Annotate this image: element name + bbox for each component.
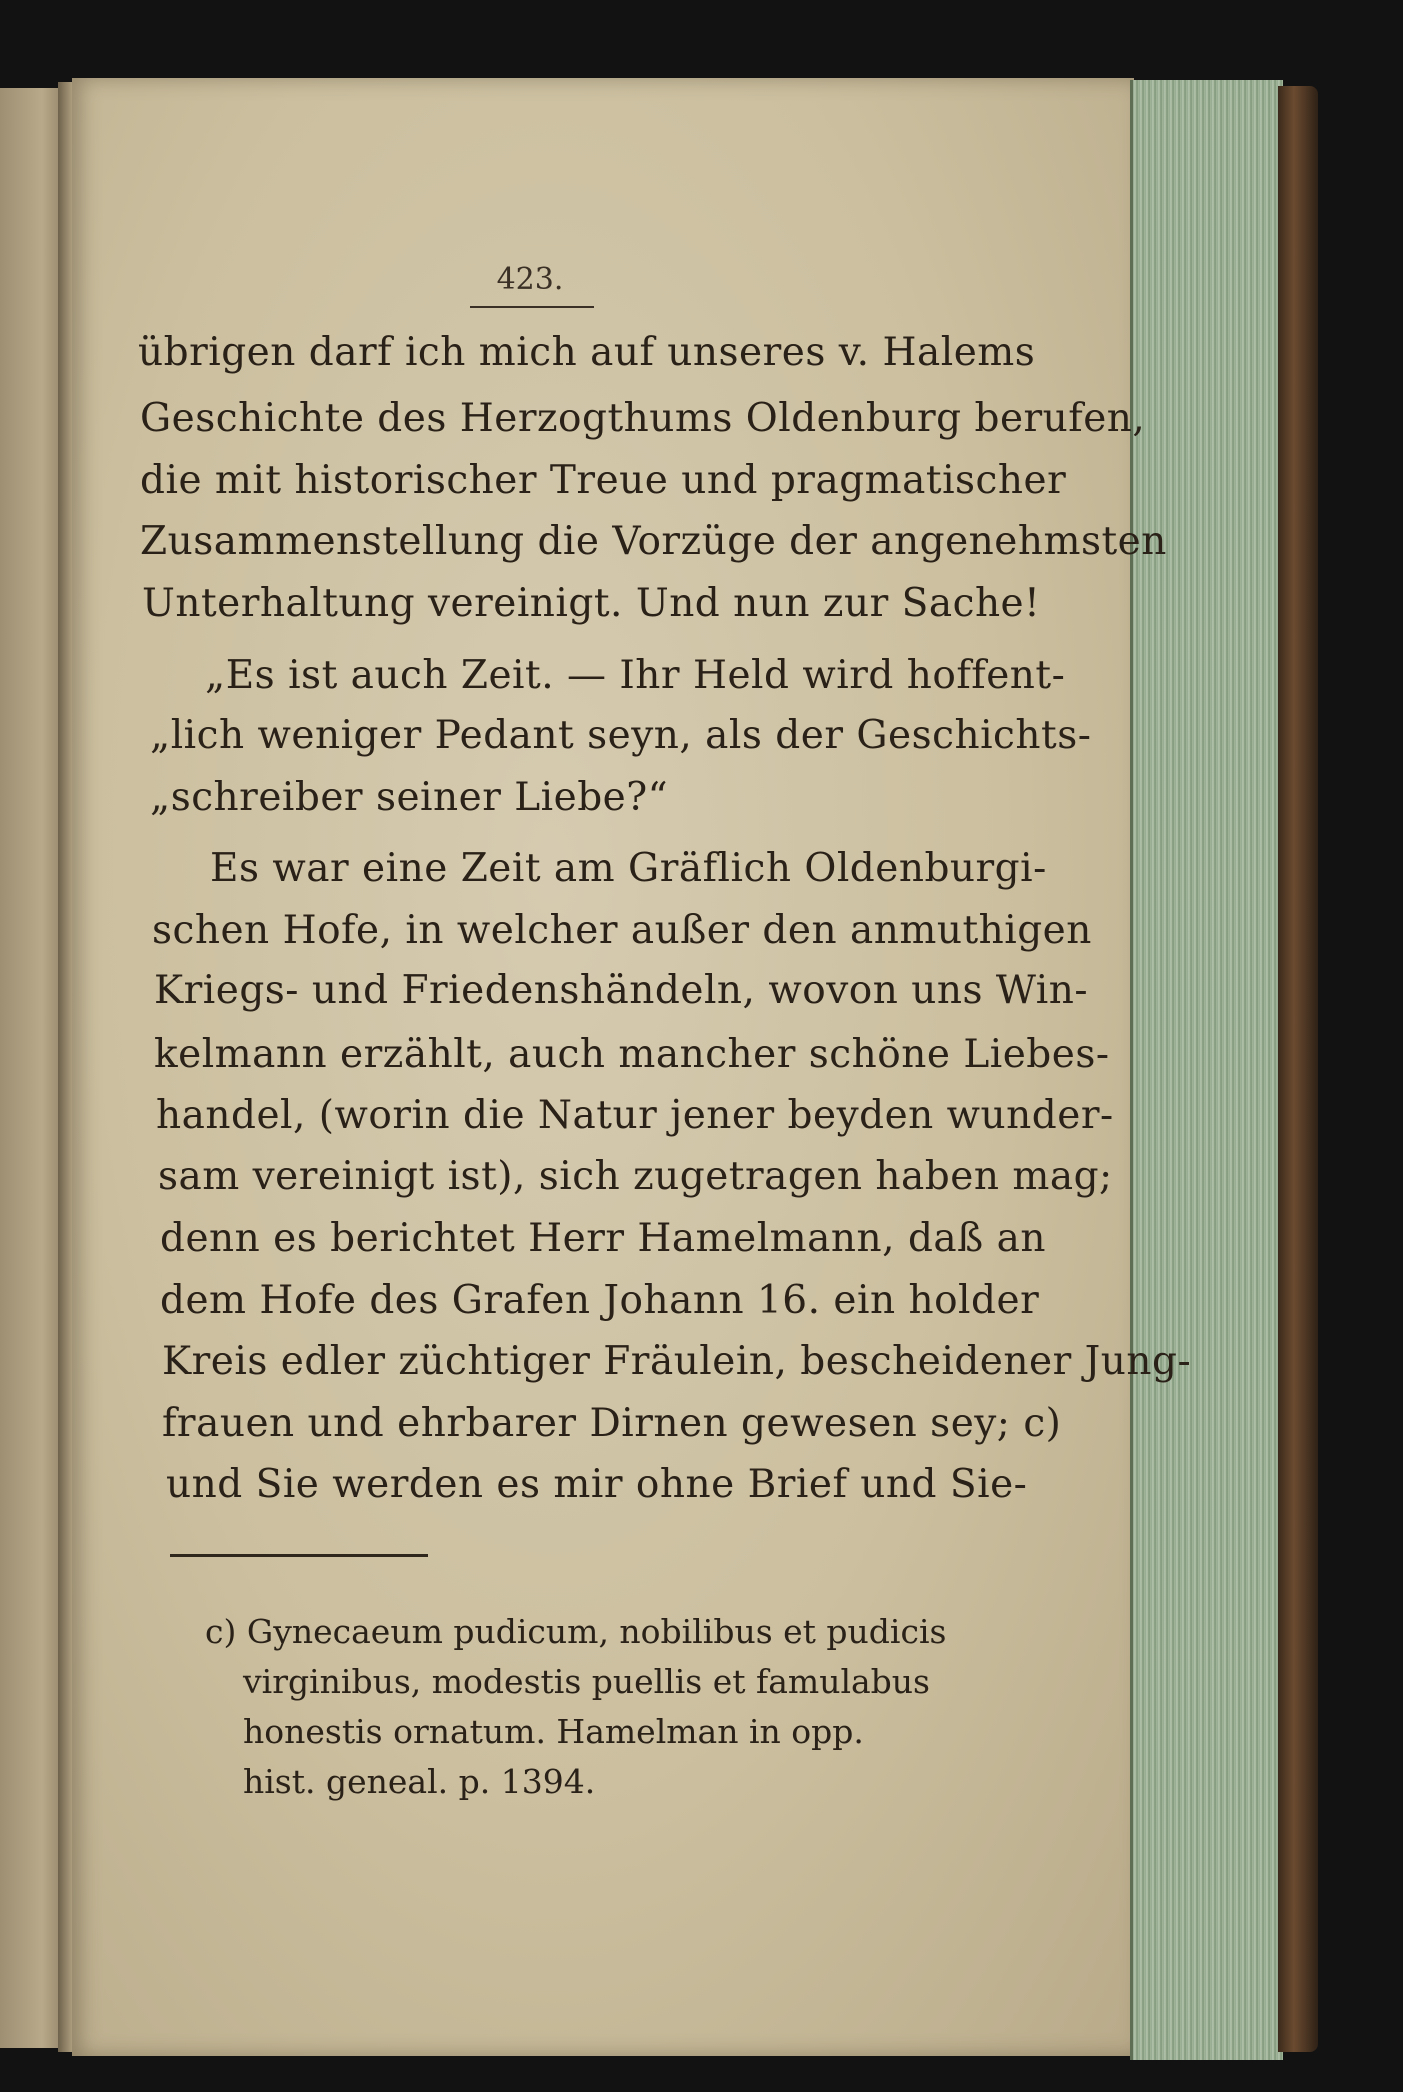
page-number: 423. — [496, 262, 564, 297]
text-line: Kriegs- und Friedenshändeln, wovon uns Win- — [154, 968, 1089, 1013]
footnote-rule — [170, 1554, 428, 1557]
footnote-line: virginibus, modestis puellis et famulabus — [243, 1662, 930, 1701]
text-line: Kreis edler züchtiger Fräulein, bescheidener Jung- — [162, 1339, 1192, 1384]
text-line: Geschichte des Herzogthums Oldenburg berufen, — [140, 396, 1146, 441]
text-line: handel, (worin die Natur jener beyden wunder- — [156, 1093, 1114, 1138]
text-line: die mit historischer Treue und pragmatischer — [140, 458, 1067, 503]
text-line: denn es berichtet Herr Hamelmann, daß an — [160, 1216, 1046, 1261]
text-line: Es war eine Zeit am Gräflich Oldenburgi- — [210, 846, 1047, 891]
text-line: „schreiber seiner Liebe?“ — [150, 775, 669, 820]
text-line: Zusammenstellung die Vorzüge der angenehmsten — [140, 519, 1167, 564]
page-number-rule — [470, 306, 594, 308]
text-line: übrigen darf ich mich auf unseres v. Halems — [138, 330, 1036, 375]
text-line: dem Hofe des Grafen Johann 16. ein holder — [160, 1278, 1040, 1323]
text-line: und Sie werden es mir ohne Brief und Sie- — [166, 1462, 1028, 1507]
text-line: sam vereinigt ist), sich zugetragen haben mag; — [158, 1154, 1113, 1199]
text-line: kelmann erzählt, auch mancher schöne Liebes- — [154, 1032, 1110, 1077]
text-line: Unterhaltung vereinigt. Und nun zur Sache! — [142, 581, 1041, 626]
text-line: „Es ist auch Zeit. — Ihr Held wird hoffent- — [205, 653, 1066, 698]
text-line: frauen und ehrbarer Dirnen gewesen sey; c) — [162, 1401, 1062, 1446]
text-line: „lich weniger Pedant seyn, als der Geschichts- — [150, 713, 1092, 758]
footnote-line: c) Gynecaeum pudicum, nobilibus et pudicis — [205, 1612, 947, 1651]
footnote-line: honestis ornatum. Hamelman in opp. — [243, 1712, 864, 1751]
footnote-line: hist. geneal. p. 1394. — [243, 1762, 596, 1801]
text-line: schen Hofe, in welcher außer den anmuthigen — [152, 908, 1092, 953]
